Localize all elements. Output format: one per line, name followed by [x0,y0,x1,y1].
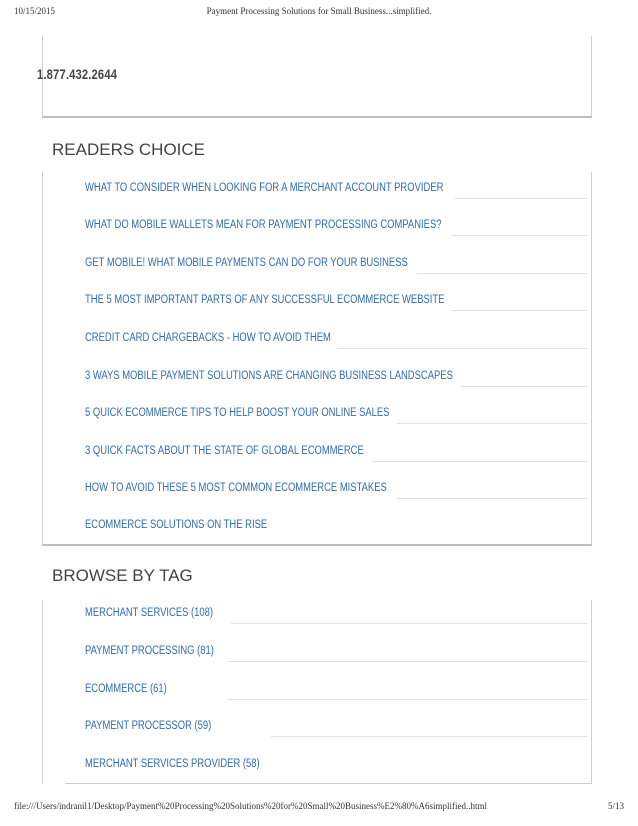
readers-choice-link[interactable]: WHAT DO MOBILE WALLETS MEAN FOR PAYMENT PROCESSING COMPANIES? [85,219,442,231]
tag-link[interactable]: PAYMENT PROCESSING (81) [85,645,214,657]
print-date: 10/15/2015 [14,6,56,16]
readers-choice-item[interactable] [43,405,593,425]
file-path: file:///Users/indranil1/Desktop/Payment%20Processing%20Solutions%20for%20Small%20Business%E2%80%A6simplified..html [14,801,487,811]
row-divider [397,498,587,499]
print-page-title: Payment Processing Solutions for Small Business...simplified. [206,6,432,16]
row-divider [337,348,587,349]
row-divider [451,310,587,311]
readers-choice-item[interactable] [43,255,593,275]
tag-link[interactable]: ECOMMERCE (61) [85,683,167,695]
readers-choice-item[interactable] [43,217,593,237]
readers-choice-item[interactable] [43,443,593,463]
row-divider [417,273,587,274]
readers-choice-item[interactable] [43,368,593,388]
tag-link[interactable]: MERCHANT SERVICES PROVIDER (58) [85,758,260,770]
row-divider [451,235,587,236]
tag-item[interactable] [43,756,593,776]
row-divider [231,623,587,624]
row-divider [397,423,587,424]
row-divider [461,386,587,387]
readers-choice-item[interactable] [43,480,593,500]
tag-item[interactable] [43,718,593,738]
readers-choice-item[interactable] [43,180,593,200]
readers-choice-link[interactable]: CREDIT CARD CHARGEBACKS - HOW TO AVOID THEM [85,332,331,344]
row-divider [227,699,587,700]
readers-choice-link[interactable]: THE 5 MOST IMPORTANT PARTS OF ANY SUCCESSFUL ECOMMERCE WEBSITE [85,294,445,306]
readers-choice-link[interactable]: ECOMMERCE SOLUTIONS ON THE RISE [85,519,268,531]
phone-number[interactable]: 1.877.432.2644 [37,66,118,82]
readers-choice-item[interactable] [43,292,593,312]
browse-by-tag-heading: BROWSE BY TAG [52,566,193,585]
readers-choice-item[interactable] [43,517,593,537]
browse-by-tag-panel [42,600,592,784]
row-divider [227,661,587,662]
tag-link[interactable]: PAYMENT PROCESSOR (59) [85,720,212,732]
tag-item[interactable] [43,605,593,625]
tag-item[interactable] [43,643,593,663]
readers-choice-panel [42,172,592,546]
readers-choice-link[interactable]: 5 QUICK ECOMMERCE TIPS TO HELP BOOST YOUR ONLINE SALES [85,407,390,419]
page-number: 5/13 [607,801,624,811]
readers-choice-link[interactable]: HOW TO AVOID THESE 5 MOST COMMON ECOMMERCE MISTAKES [85,482,387,494]
readers-choice-heading: READERS CHOICE [52,140,206,159]
readers-choice-link[interactable]: 3 QUICK FACTS ABOUT THE STATE OF GLOBAL ECOMMERCE [85,445,364,457]
readers-choice-link[interactable]: WHAT TO CONSIDER WHEN LOOKING FOR A MERCHANT ACCOUNT PROVIDER [85,182,444,194]
readers-choice-item[interactable] [43,330,593,350]
readers-choice-link[interactable]: GET MOBILE! WHAT MOBILE PAYMENTS CAN DO FOR YOUR BUSINESS [85,257,408,269]
print-header [0,6,638,20]
row-divider [372,461,587,462]
contact-box [42,36,592,118]
tag-link[interactable]: MERCHANT SERVICES (108) [85,607,214,619]
row-divider [271,736,587,737]
panel-bottom-rule [65,783,591,784]
tag-item[interactable] [43,681,593,701]
row-divider [455,198,587,199]
print-footer [0,801,638,815]
readers-choice-link[interactable]: 3 WAYS MOBILE PAYMENT SOLUTIONS ARE CHANGING BUSINESS LANDSCAPES [85,370,453,382]
